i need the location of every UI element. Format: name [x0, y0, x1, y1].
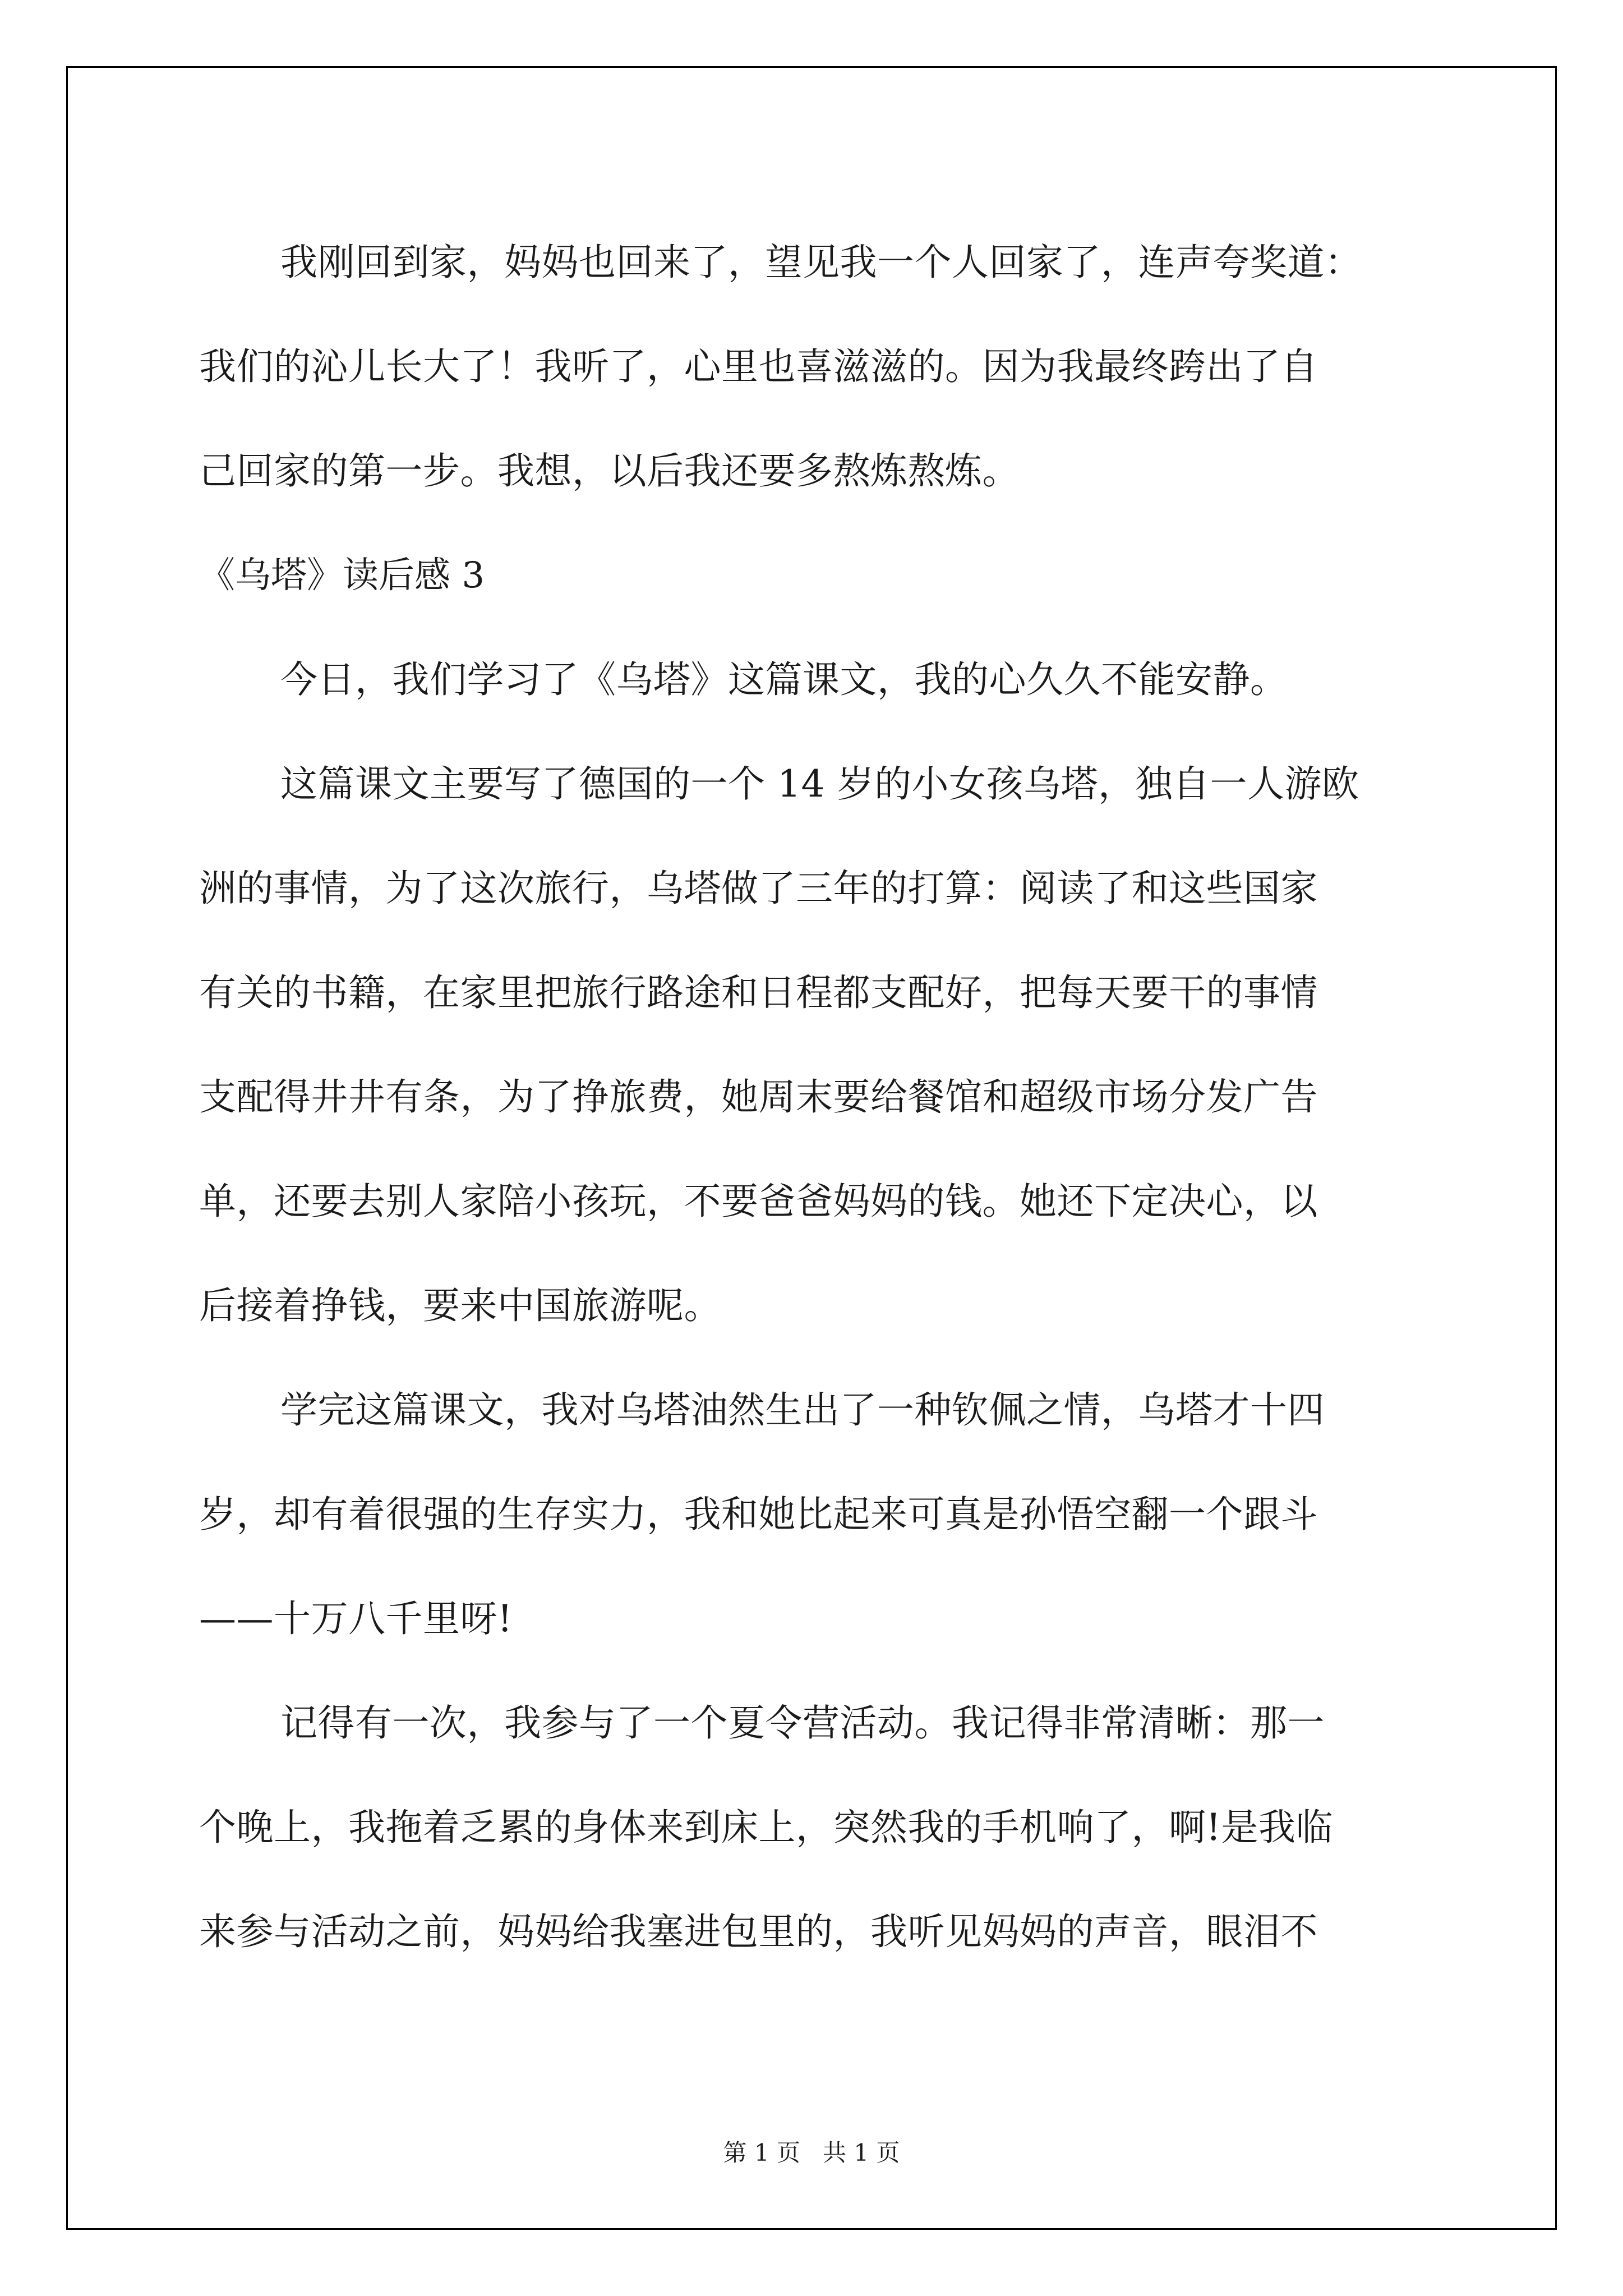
section-heading: 《乌塔》读后感 3	[199, 555, 485, 596]
paragraph-line: 岁，却有着很强的生存实力，我和她比起来可真是孙悟空翻一个跟斗	[199, 1493, 1318, 1536]
paragraph-line: 我们的沁儿长大了！我听了，心里也喜滋滋的。因为我最终跨出了自	[199, 345, 1318, 388]
paragraph-line: 支配得井井有条，为了挣旅费，她周末要给餐馆和超级市场分发广告	[199, 1075, 1318, 1119]
paragraph-line: 个晚上，我拖着乏累的身体来到床上，突然我的手机响了，啊!是我临	[199, 1806, 1334, 1849]
paragraph-line: 这篇课文主要写了德国的一个 14 岁的小女孩乌塔，独自一人游欧	[280, 762, 1359, 806]
paragraph-line: 洲的事情，为了这次旅行，乌塔做了三年的打算：阅读了和这些国家	[199, 867, 1318, 910]
page-footer: 第 1 页 共 1 页	[723, 2139, 900, 2166]
paragraph-line: 单，还要去别人家陪小孩玩，不要爸爸妈妈的钱。她还下定决心，以	[199, 1180, 1318, 1223]
paragraph-line: 记得有一次，我参与了一个夏令营活动。我记得非常清晰：那一	[280, 1701, 1325, 1745]
paragraph-line: 我刚回到家，妈妈也回来了，望见我一个人回家了，连声夸奖道：	[280, 241, 1362, 284]
paragraph-line: 来参与活动之前，妈妈给我塞进包里的，我听见妈妈的声音，眼泪不	[199, 1910, 1318, 1953]
paragraph-line: 己回家的第一步。我想，以后我还要多熬炼熬炼。	[199, 449, 1020, 493]
document-body	[199, 210, 1438, 1984]
paragraph-line: 后接着挣钱，要来中国旅游呢。	[199, 1284, 721, 1327]
paragraph-line: ——十万八千里呀!	[199, 1597, 513, 1640]
paragraph-line: 学完这篇课文，我对乌塔油然生出了一种钦佩之情，乌塔才十四	[280, 1388, 1325, 1432]
paragraph-line: 今日，我们学习了《乌塔》这篇课文，我的心久久不能安静。	[280, 658, 1288, 701]
paragraph-line: 有关的书籍，在家里把旅行路途和日程都支配好，把每天要干的事情	[199, 971, 1318, 1014]
